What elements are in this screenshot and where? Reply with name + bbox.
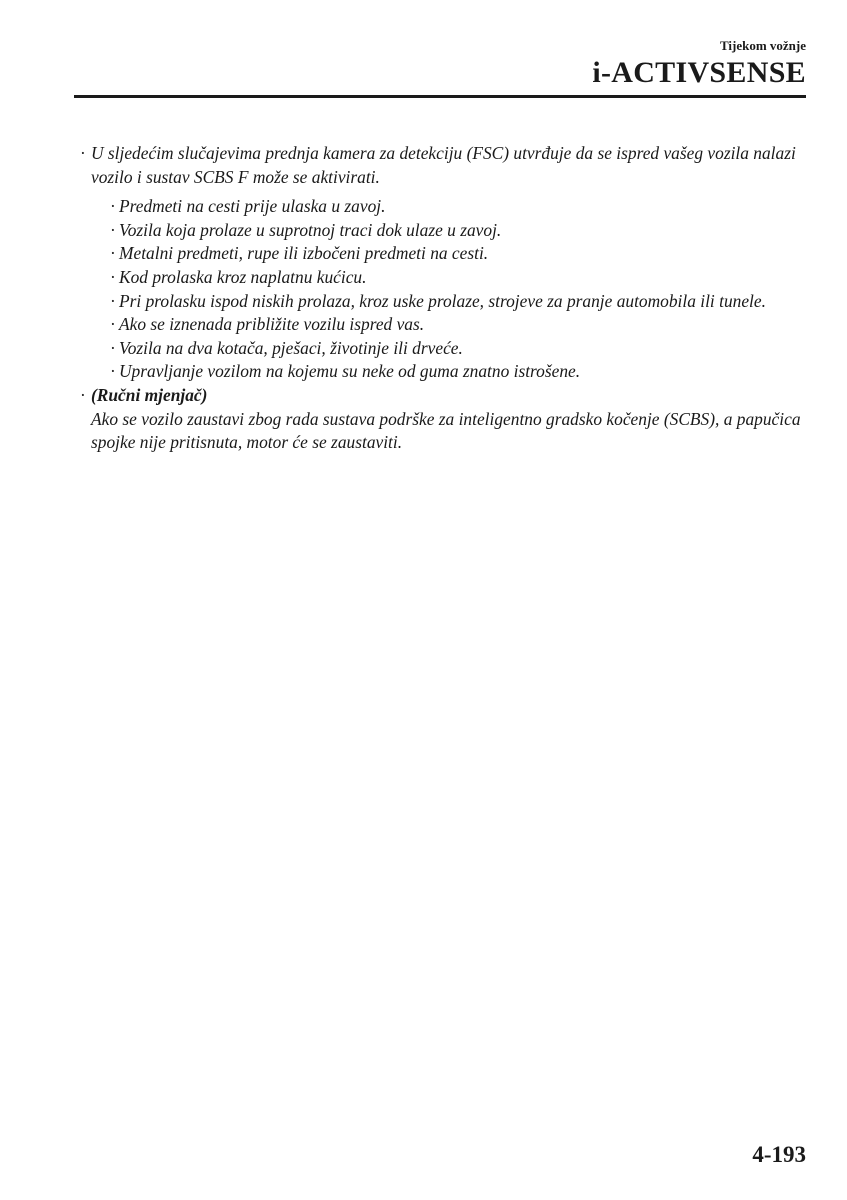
list-item-text: Metalni predmeti, rupe ili izbočeni predmeti na cesti. [119, 243, 489, 264]
list-item-text: Kod prolaska kroz naplatnu kućicu. [119, 266, 367, 287]
bullet-icon: · [110, 266, 116, 287]
list-item [110, 360, 810, 384]
bullet-icon: · [110, 290, 116, 311]
list-item [110, 195, 810, 219]
list-item [110, 266, 810, 290]
manual-heading: (Ručni mjenjač) [91, 384, 208, 405]
chapter-title: i-ACTIVSENSE [592, 56, 806, 89]
header-divider [74, 95, 806, 98]
case-list [110, 195, 810, 384]
page-content [80, 142, 810, 455]
list-item-text: Ako se iznenada približite vozilu ispred vas. [119, 314, 425, 335]
bullet-icon: · [110, 243, 116, 264]
bullet-icon: · [110, 196, 116, 217]
intro-text: U sljedećim slučajevima prednja kamera za detekciju (FSC) utvrđuje da se ispred vašeg vozila nalazi vozilo i sustav SCBS F može se aktivirati. [91, 143, 796, 187]
list-item-text: Vozila na dva kotača, pješaci, životinje ili drveće. [119, 337, 463, 358]
list-item-manual [80, 384, 810, 455]
manual-text: Ako se vozilo zaustavi zbog rada sustava podrške za inteligentno gradsko kočenje (SCBS), a papučica spojke nije pritisnuta, motor će se zaustaviti. [91, 408, 801, 453]
list-item [110, 290, 810, 314]
list-item [110, 219, 810, 243]
bullet-icon: · [110, 219, 116, 240]
list-item [110, 313, 810, 337]
list-item-text: Pri prolasku ispod niskih prolaza, kroz uske prolaze, strojeve za pranje automobila ili tunele. [119, 290, 766, 311]
list-item-text: Upravljanje vozilom na kojemu su neke od guma znatno istrošene. [119, 361, 581, 382]
bullet-icon: · [80, 143, 86, 163]
section-name: Tijekom vožnje [719, 38, 806, 53]
bullet-icon: · [110, 314, 116, 335]
list-item [110, 242, 810, 266]
list-item-text: Predmeti na cesti prije ulaska u zavoj. [119, 196, 386, 217]
bullet-icon: · [110, 337, 116, 358]
page-number: 4-193 [752, 1142, 806, 1167]
list-item-intro [80, 142, 810, 384]
bullet-icon: · [80, 384, 86, 405]
list-item [110, 337, 810, 361]
list-item-text: Vozila koja prolaze u suprotnoj traci dok ulaze u zavoj. [119, 219, 502, 240]
bullet-icon: · [110, 361, 116, 382]
